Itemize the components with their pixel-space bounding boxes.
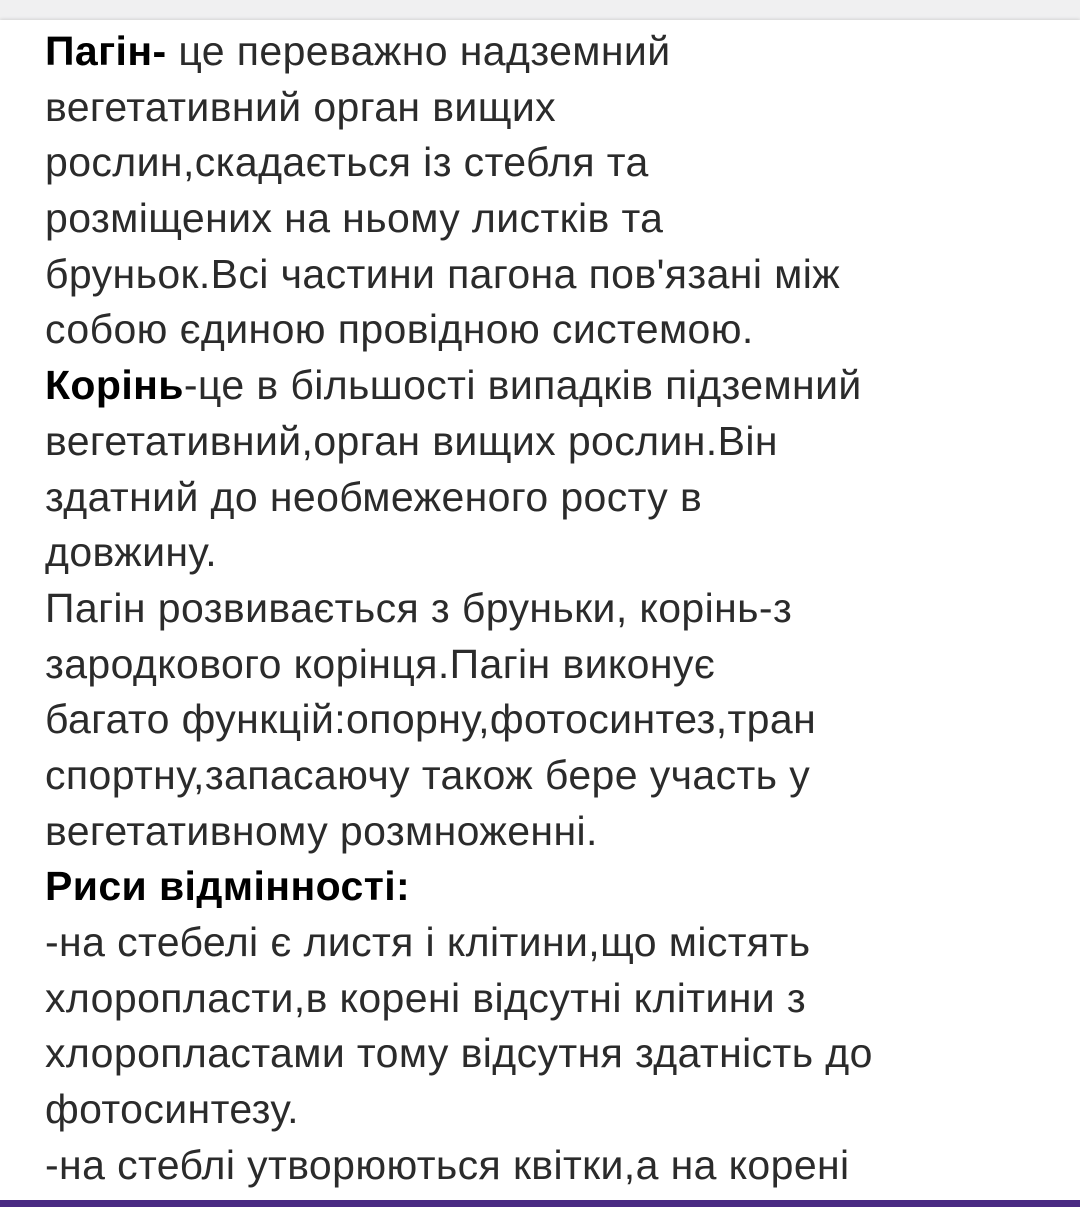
text-line: вегетативному розмноженні. (45, 807, 598, 854)
text-line: здатний до необмеженого росту в (45, 473, 703, 520)
text-line: це переважно надземний (166, 28, 671, 74)
answer-text (45, 24, 1065, 1193)
text-line: рослин,скадається із стебля та (45, 139, 649, 186)
text-line: вегетативний орган вищих (45, 83, 557, 130)
text-line: багато функцій:опорну,фотосинтез,тран (45, 696, 817, 743)
root-term: Корінь (45, 362, 184, 409)
bottom-accent-bar (0, 1200, 1080, 1207)
text-line: -на стеблі утворюються квітки,а на корені (45, 1141, 850, 1188)
answer-card (0, 20, 1080, 1200)
text-line: -на стебелі є листя і клітини,що містять (45, 919, 811, 965)
text-line: спортну,запасаючу також бере участь у (45, 751, 811, 798)
root-definition-line (45, 358, 1065, 414)
text-line: Пагін розвивається з бруньки, корінь-з (45, 584, 793, 631)
shoot-term: Пагін- (45, 28, 167, 74)
text-line: вегетативний,орган вищих рослин.Він (45, 417, 778, 464)
text-line: собою єдиною провідною системою. (45, 306, 754, 353)
text-line: -це в більшості випадків підземний (183, 362, 862, 409)
differences-heading: Риси відмінності: (45, 863, 411, 910)
text-line: хлоропластами тому відсутня здатність до (45, 1030, 873, 1077)
text-line: розміщених на ньому листків та (45, 195, 664, 242)
shoot-definition-line (45, 24, 1065, 80)
text-line: хлоропласти,в корені відсутні клітини з (45, 974, 807, 1021)
text-line: зародкового корінця.Пагін виконує (45, 640, 716, 687)
text-line: фотосинтезу. (45, 1086, 299, 1133)
text-line: бруньок.Всі частини пагона пов'язані між (45, 250, 841, 297)
text-line: довжину. (45, 529, 218, 576)
